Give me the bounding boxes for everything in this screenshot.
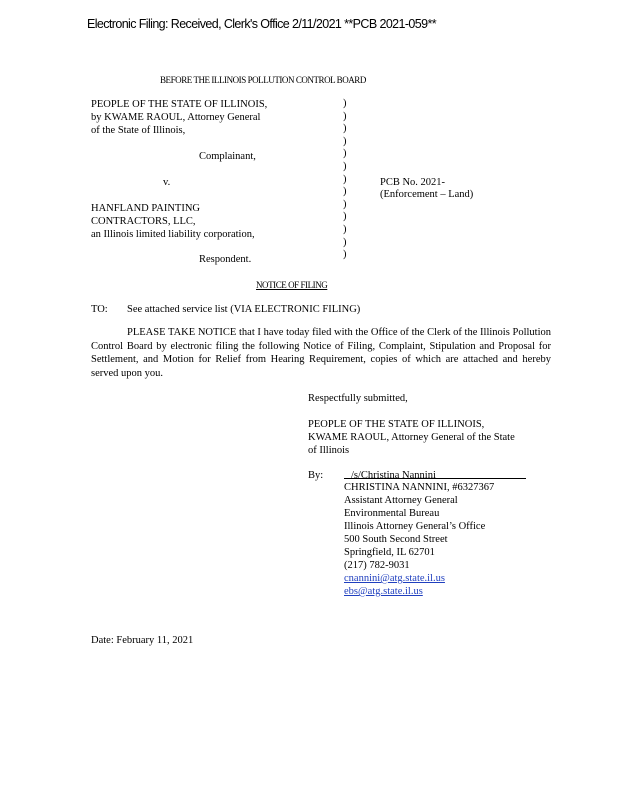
versus: v.	[163, 177, 171, 188]
signed-name: /s/Christina Nannini	[351, 470, 436, 481]
attorney-name: CHRISTINA NANNINI, #6327367	[344, 482, 495, 493]
office: Illinois Attorney General’s Office	[344, 521, 486, 532]
filing-stamp: Electronic Filing: Received, Clerk's Office 2/11/2021 **PCB 2021-059**	[87, 17, 437, 31]
respondent-line-2: CONTRACTORS, LLC,	[91, 216, 196, 227]
complainant-label: Complainant,	[199, 151, 256, 162]
complainant-line-1: PEOPLE OF THE STATE OF ILLINOIS,	[91, 99, 268, 110]
respondent-label: Respondent.	[199, 254, 252, 265]
bureau: Environmental Bureau	[344, 508, 440, 519]
respondent-line-1: HANFLAND PAINTING	[91, 203, 200, 214]
email-link-2[interactable]: ebs@atg.state.il.us	[344, 586, 423, 597]
complainant-line-3: of the State of Illinois,	[91, 125, 186, 136]
closing: Respectfully submitted,	[308, 393, 408, 404]
date: Date: February 11, 2021	[91, 635, 194, 646]
party-line-3: of Illinois	[308, 445, 350, 456]
case-type: (Enforcement – Land)	[380, 189, 474, 200]
respondent-line-3: an Illinois limited liability corporation,	[91, 229, 255, 240]
party-line-1: PEOPLE OF THE STATE OF ILLINOIS,	[308, 419, 485, 430]
caption-parentheses: ) ) ) ) ) ) ) ) ) ) ) ) )	[343, 98, 347, 261]
to-text: See attached service list (VIA ELECTRONIC FILING)	[127, 304, 361, 315]
phone: (217) 782-9031	[344, 560, 410, 571]
attorney-title: Assistant Attorney General	[344, 495, 458, 506]
case-number: PCB No. 2021-	[380, 177, 446, 188]
notice-body: PLEASE TAKE NOTICE that I have today filed with the Office of the Clerk of the Illinois Pollution Control Board by electronic filing the following Notice of Filing, Complaint, Stipulation and Proposal for Settlement, and Motion for Relief from Hearing Requirement, copies of which are attached and hereby served upon you.	[91, 327, 551, 379]
street: 500 South Second Street	[344, 534, 448, 545]
party-line-2: KWAME RAOUL, Attorney General of the State	[308, 432, 515, 443]
notice-title: NOTICE OF FILING	[256, 280, 328, 290]
city: Springfield, IL 62701	[344, 547, 435, 558]
by-label: By:	[308, 470, 324, 481]
email-link-1[interactable]: cnannini@atg.state.il.us	[344, 573, 445, 584]
complainant-line-2: by KWAME RAOUL, Attorney General	[91, 112, 261, 123]
to-label: TO:	[91, 304, 108, 315]
board-title: BEFORE THE ILLINOIS POLLUTION CONTROL BOARD	[160, 75, 366, 85]
